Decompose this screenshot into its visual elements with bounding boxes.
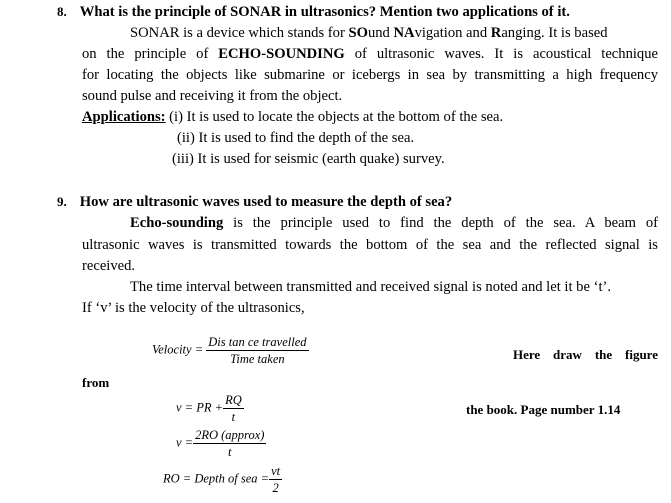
q8-paragraph-line: sound pulse and receiving it from the object. xyxy=(82,88,343,104)
q8-applications: Applications: (i) It is used to locate the objects at the bottom of the sea. xyxy=(82,109,504,125)
q8-heading xyxy=(57,3,570,21)
q9-paragraph-line: The time interval between transmitted and received signal is noted and let it be ‘t’. xyxy=(130,279,612,295)
figure-note-from: from xyxy=(82,375,110,390)
figure-note-page: the book. Page number 1.14 xyxy=(466,402,621,417)
question-title: How are ultrasonic waves used to measure the depth of sea? xyxy=(79,194,453,210)
q8-paragraph-line: on the principle of ECHO-SOUNDING of ultrasonic waves. It is acoustical technique xyxy=(82,46,658,62)
q9-paragraph-line: If ‘v’ is the velocity of the ultrasonics, xyxy=(82,300,305,316)
question-title: What is the principle of SONAR in ultrasonics? Mention two applications of it. xyxy=(79,4,570,20)
q8-paragraph-line: for locating the objects like submarine or icebergs in sea by transmitting a high frequency xyxy=(82,67,658,83)
q9-heading xyxy=(57,193,452,211)
q9-paragraph-line: ultrasonic waves is transmitted towards the bottom of the sea and the reflected signal is xyxy=(82,237,658,253)
formula-depth: RO = Depth of sea = $\frac{vt}{2}$ xyxy=(163,464,281,495)
question-number: 8. xyxy=(57,4,67,19)
q9-paragraph-line: received. xyxy=(82,258,136,274)
q9-paragraph-line: Echo-sounding is the principle used to find the depth of the sea. A beam of xyxy=(130,215,658,231)
q8-paragraph-line: SONAR is a device which stands for SOund NAvigation and Ranging. It is based xyxy=(130,25,608,41)
formula-v-pr-rq: v = PR + $\frac{RQ}{t}$ xyxy=(176,393,242,424)
q8-application-3: (iii) It is used for seismic (earth quake) survey. xyxy=(172,151,445,167)
formula-velocity: Velocity = $\frac{\text{Dis tan ce travelled}}{\text{Time taken}}$ xyxy=(152,335,307,366)
question-number: 9. xyxy=(57,194,67,209)
figure-note: Here draw the figure xyxy=(513,347,658,362)
formula-v-2ro: v = $\frac{\text{2RO (approx)}}{t}$ xyxy=(176,428,265,459)
q8-application-2: (ii) It is used to find the depth of the sea. xyxy=(177,130,415,146)
